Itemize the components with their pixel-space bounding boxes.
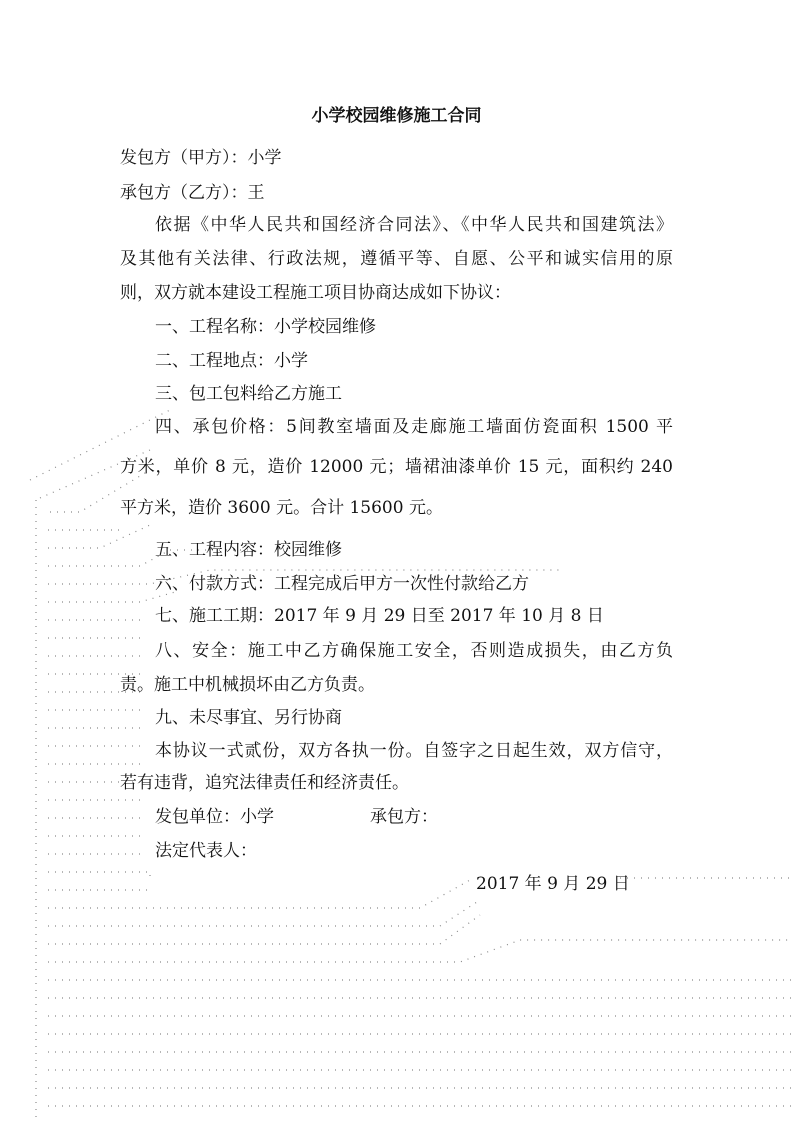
clause-7: 七、施工工期：2017 年 9 月 29 日至 2017 年 10 月 8 日 xyxy=(155,606,604,626)
intro-line-2: 及其他有关法律、行政法规，遵循平等、自愿、公平和诚实信用的原 xyxy=(120,249,673,269)
closing-line-1: 本协议一式贰份，双方各执一份。自签字之日起生效，双方信守， xyxy=(155,741,673,761)
clause-4-line-3: 平方米，造价 3600 元。合计 15600 元。 xyxy=(120,498,443,518)
legal-representative: 法定代表人： xyxy=(155,841,257,861)
clause-5: 五、工程内容：校园维修 xyxy=(155,540,342,560)
signing-date: 2017 年 9 月 29 日 xyxy=(476,874,630,894)
party-b: 承包方（乙方）：王 xyxy=(120,183,265,203)
clause-2: 二、工程地点：小学 xyxy=(155,351,308,371)
clause-4-line-2: 方米，单价 8 元，造价 12000 元；墙裙油漆单价 15 元，面积约 240 xyxy=(120,457,673,477)
clause-8-line-2: 责。施工中机械损坏由乙方负责。 xyxy=(120,675,375,695)
document-title: 小学校园维修施工合同 xyxy=(311,106,482,126)
clause-1: 一、工程名称：小学校园维修 xyxy=(155,317,376,337)
party-a: 发包方（甲方）：小学 xyxy=(120,148,282,168)
intro-line-1: 依据《中华人民共和国经济合同法》、《中华人民共和国建筑法》 xyxy=(155,215,673,235)
clause-3: 三、包工包料给乙方施工 xyxy=(155,384,342,404)
contractor-signature: 承包方： xyxy=(370,807,438,827)
employer-signature: 发包单位：小学 xyxy=(155,807,274,827)
clause-6: 六、付款方式：工程完成后甲方一次性付款给乙方 xyxy=(155,574,529,594)
intro-line-3: 则，双方就本建设工程施工项目协商达成如下协议： xyxy=(120,283,511,303)
clause-9: 九、未尽事宜、另行协商 xyxy=(155,708,342,728)
closing-line-2: 若有违背，追究法律责任和经济责任。 xyxy=(120,773,409,793)
clause-8-line-1: 八、安全：施工中乙方确保施工安全，否则造成损失，由乙方负 xyxy=(155,641,673,661)
clause-4-line-1: 四、承包价格：5间教室墙面及走廊施工墙面仿瓷面积 1500 平 xyxy=(155,417,673,437)
